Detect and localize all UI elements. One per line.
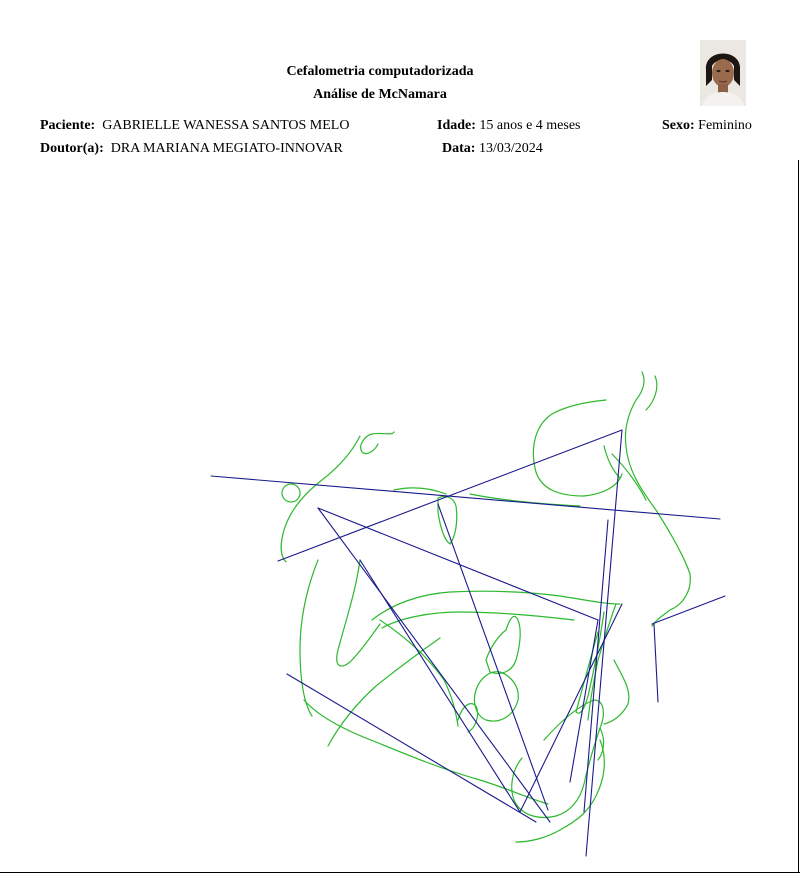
soft-tissue-lip (604, 660, 629, 724)
frontal-bone (533, 400, 622, 496)
patient-name: GABRIELLE WANESSA SANTOS MELO (102, 118, 350, 133)
premolar (458, 704, 478, 732)
patient-sex: Feminino (698, 118, 752, 133)
analysis-lines (211, 430, 725, 856)
lip-reference (654, 624, 658, 702)
patient-label: Paciente: (40, 118, 96, 133)
posterior-cranium (281, 436, 360, 562)
date-label: Data: (442, 141, 476, 156)
molar-lower (474, 672, 518, 721)
doctor-label: Doutor(a): (40, 141, 104, 156)
sex-label: Sexo: (662, 118, 695, 133)
report-title: Cefalometria computadorizada (286, 64, 474, 79)
doctor-name: DRA MARIANA MEGIATO-INNOVAR (110, 141, 343, 156)
nasal-bone (604, 446, 620, 478)
molar-upper (486, 616, 520, 673)
lower-incisor-axis (520, 604, 622, 812)
gonial-angle (328, 638, 440, 746)
condylion-gnathion (318, 508, 550, 822)
age-label: Idade: (437, 118, 476, 133)
sella-turcica (361, 432, 394, 454)
facial-axis (360, 560, 520, 812)
exam-date: 13/03/2024 (478, 141, 543, 156)
anatomical-tracing (281, 372, 690, 842)
analysis-name: Análise de McNamara (313, 87, 447, 102)
palate (372, 591, 620, 620)
nasion-perpendicular (586, 430, 622, 856)
frankfort-horizontal (211, 476, 720, 519)
soft-tissue-profile (625, 372, 690, 626)
pterygoid-vertical (438, 504, 548, 810)
cranial-base (394, 488, 446, 494)
mandibular-plane (287, 674, 536, 822)
ramus-anterior (337, 560, 380, 666)
ramus-posterior (300, 560, 318, 716)
cranial-base-2 (470, 494, 580, 506)
porion-circle (282, 484, 300, 502)
pterygoid-fissure (438, 496, 457, 544)
e-line (652, 596, 725, 624)
patient-age: 15 anos e 4 meses (479, 118, 581, 133)
soft-tissue-forehead-inner (646, 376, 657, 410)
